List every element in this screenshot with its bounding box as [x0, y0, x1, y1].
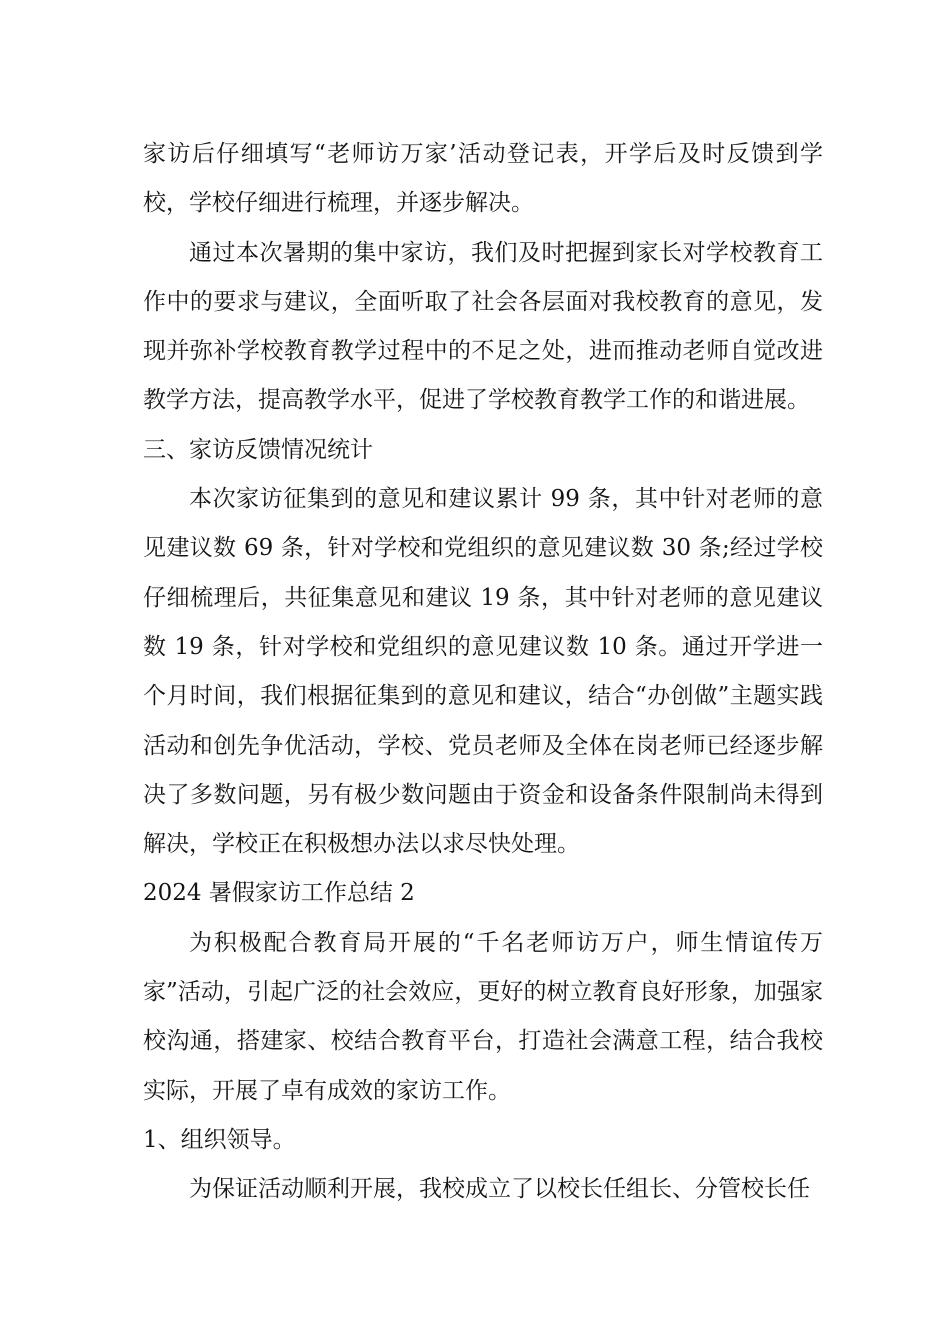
- body-paragraph: 本次家访征集到的意见和建议累计 99 条，其中针对老师的意见建议数 69 条，针对学校和党组织的意见建议数 30 条;经过学校仔细梳理后，共征集意见和建议 19 条，其中针对老师的意见建议数 19 条，针对学校和党组织的意见建议数 10 条。通过开学进一个月时间，我们根据征集到的意见和建议，结合“办创做”主题实践活动和创先争优活动，学校、党员老师及全体在岗老师已经逐步解决了多数问题，另有极少数问题由于资金和设备条件限制尚未得到解决，学校正在积极想办法以求尽快处理。: [143, 486, 823, 858]
- body-paragraph: 通过本次暑期的集中家访，我们及时把握到家长对学校教育工作中的要求与建议，全面听取了社会各层面对我校教育的意见，发现并弥补学校教育教学过程中的不足之处，进而推动老师自觉改进教学方法，提高教学水平，促进了学校教育教学工作的和谐进展。: [143, 239, 823, 414]
- body-paragraph: 为保证活动顺利开展，我校成立了以校长任组长、分管校长任: [189, 1176, 810, 1203]
- body-paragraph: 为积极配合教育局开展的“千名老师访万户，师生情谊传万家”活动，引起广泛的社会效应，更好的树立教育良好形象，加强家校沟通，搭建家、校结合教育平台，打造社会满意工程，结合我校实际，开展了卓有成效的家访工作。: [143, 929, 823, 1104]
- section-heading: 三、家访反馈情况统计: [143, 436, 373, 463]
- document-body: [143, 130, 823, 1215]
- section-heading: 2024 暑假家访工作总结 2: [143, 880, 415, 907]
- body-paragraph: 家访后仔细填写“老师访万家’活动登记表，开学后及时反馈到学校，学校仔细进行梳理，并逐步解决。: [143, 141, 823, 217]
- section-heading: 1、组织领导。: [143, 1126, 296, 1153]
